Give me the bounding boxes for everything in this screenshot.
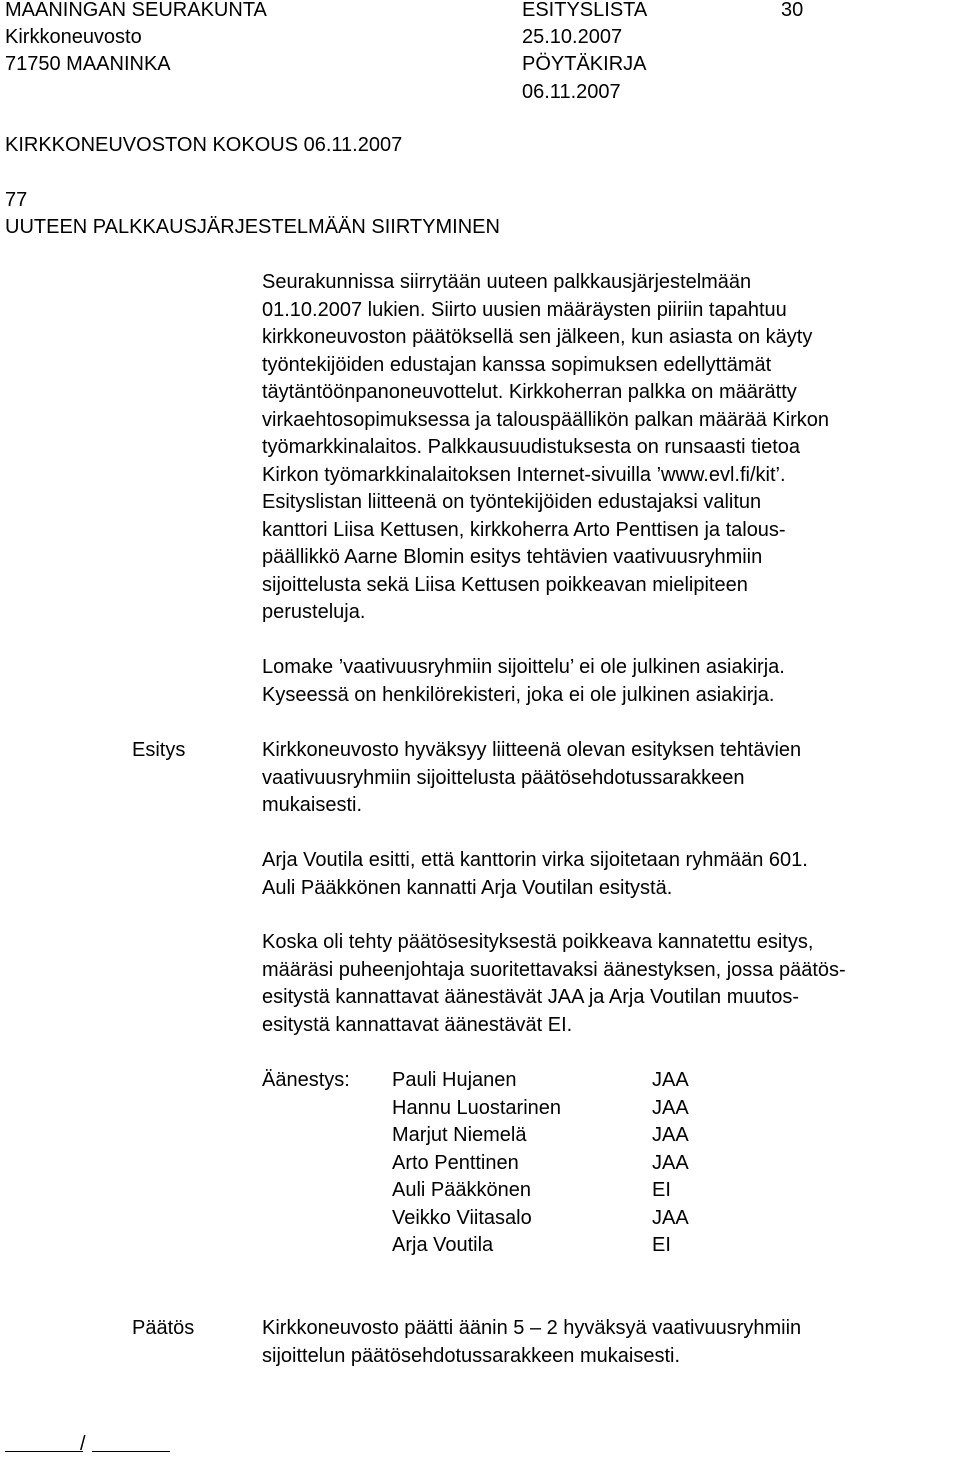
doc-type: ESITYSLISTA (522, 0, 647, 25)
voter-name: Auli Pääkkönen (392, 1177, 561, 1205)
text-line: 01.10.2007 lukien. Siirto uusien määräysten piiriin tapahtuu (262, 297, 960, 325)
vote-label: Äänestys: (262, 1067, 350, 1095)
proposal-paragraph (262, 847, 960, 902)
address: 71750 MAANINKA (5, 51, 171, 79)
text-line: esitystä kannattavat äänestävät JAA ja Arja Voutilan muutos- (262, 984, 960, 1012)
text-line: Koska oli tehty päätösesityksestä poikkeava kannatettu esitys, (262, 929, 960, 957)
minutes-date: 06.11.2007 (522, 79, 621, 107)
esitys-paragraph (262, 737, 960, 820)
voter-name: Hannu Luostarinen (392, 1095, 561, 1123)
minutes-label: PÖYTÄKIRJA (522, 51, 646, 79)
body-name: Kirkkoneuvosto (5, 24, 142, 52)
text-line: täytäntöönpanoneuvottelut. Kirkkoherran palkka on määrätty (262, 379, 960, 407)
signature-line-left (5, 1451, 83, 1452)
voter-name: Veikko Viitasalo (392, 1205, 561, 1233)
text-line: sijoittelun päätösehdotussarakkeen mukaisesti. (262, 1343, 960, 1371)
meeting-title: KIRKKONEUVOSTON KOKOUS 06.11.2007 (5, 132, 402, 160)
signature-area (0, 1422, 200, 1452)
text-line: kirkkoneuvoston päätöksellä sen jälkeen, kun asiasta on käyty (262, 324, 960, 352)
text-line: Kirkkoneuvosto hyväksyy liitteenä olevan esityksen tehtävien (262, 737, 960, 765)
vote-value: JAA (652, 1150, 689, 1178)
page-number: 30 (781, 0, 803, 25)
text-line: määräsi puheenjohtaja suoritettavaksi äänestyksen, jossa päätös- (262, 957, 960, 985)
voter-name: Pauli Hujanen (392, 1067, 561, 1095)
lomake-paragraph (262, 654, 960, 709)
text-line: Kirkkoneuvosto päätti äänin 5 – 2 hyväksyä vaativuusryhmiin (262, 1315, 960, 1343)
section-title: UUTEEN PALKKAUSJÄRJESTELMÄÄN SIIRTYMINEN (5, 214, 500, 242)
text-line: Arja Voutila esitti, että kanttorin virka sijoitetaan ryhmään 601. (262, 847, 960, 875)
vote-value: EI (652, 1177, 689, 1205)
text-line: työntekijöiden edustajan kanssa sopimuksen edellyttämät (262, 352, 960, 380)
text-line: vaativuusryhmiin sijoittelusta päätösehdotussarakkeen (262, 765, 960, 793)
voter-name: Arja Voutila (392, 1232, 561, 1260)
vote-value: JAA (652, 1095, 689, 1123)
signature-separator: / (80, 1431, 86, 1458)
text-line: kanttori Liisa Kettusen, kirkkoherra Arto Penttisen ja talous- (262, 517, 960, 545)
voter-name: Marjut Niemelä (392, 1122, 561, 1150)
voter-name: Arto Penttinen (392, 1150, 561, 1178)
text-line: Lomake ’vaativuusryhmiin sijoittelu’ ei ole julkinen asiakirja. (262, 654, 960, 682)
intro-paragraph (262, 269, 960, 627)
text-line: Kirkon työmarkkinalaitoksen Internet-sivuilla ’www.evl.fi/kit’. (262, 462, 960, 490)
paatos-paragraph (262, 1315, 960, 1370)
vote-procedure-paragraph (262, 929, 960, 1039)
vote-value: EI (652, 1232, 689, 1260)
vote-values-column (652, 1067, 689, 1260)
vote-value: JAA (652, 1205, 689, 1233)
agenda-date: 25.10.2007 (522, 24, 622, 52)
text-line: sijoittelusta sekä Liisa Kettusen poikkeavan mielipiteen (262, 572, 960, 600)
text-line: esitystä kannattavat äänestävät EI. (262, 1012, 960, 1040)
text-line: työmarkkinalaitos. Palkkausuudistuksesta on runsaasti tietoa (262, 434, 960, 462)
vote-names-column (392, 1067, 561, 1260)
text-line: Esityslistan liitteenä on työntekijöiden edustajaksi valitun (262, 489, 960, 517)
text-line: Kyseessä on henkilörekisteri, joka ei ole julkinen asiakirja. (262, 682, 960, 710)
esitys-label: Esitys (132, 737, 185, 765)
signature-line-right (92, 1451, 170, 1452)
section-number: 77 (5, 187, 27, 215)
text-line: Auli Pääkkönen kannatti Arja Voutilan esitystä. (262, 875, 960, 903)
text-line: perusteluja. (262, 599, 960, 627)
text-line: Seurakunnissa siirrytään uuteen palkkausjärjestelmään (262, 269, 960, 297)
text-line: virkaehtosopimuksessa ja talouspäällikön palkan määrää Kirkon (262, 407, 960, 435)
org-name: MAANINGAN SEURAKUNTA (5, 0, 267, 25)
vote-value: JAA (652, 1122, 689, 1150)
text-line: päällikkö Aarne Blomin esitys tehtävien vaativuusryhmiin (262, 544, 960, 572)
paatos-label: Päätös (132, 1315, 194, 1343)
vote-value: JAA (652, 1067, 689, 1095)
text-line: mukaisesti. (262, 792, 960, 820)
